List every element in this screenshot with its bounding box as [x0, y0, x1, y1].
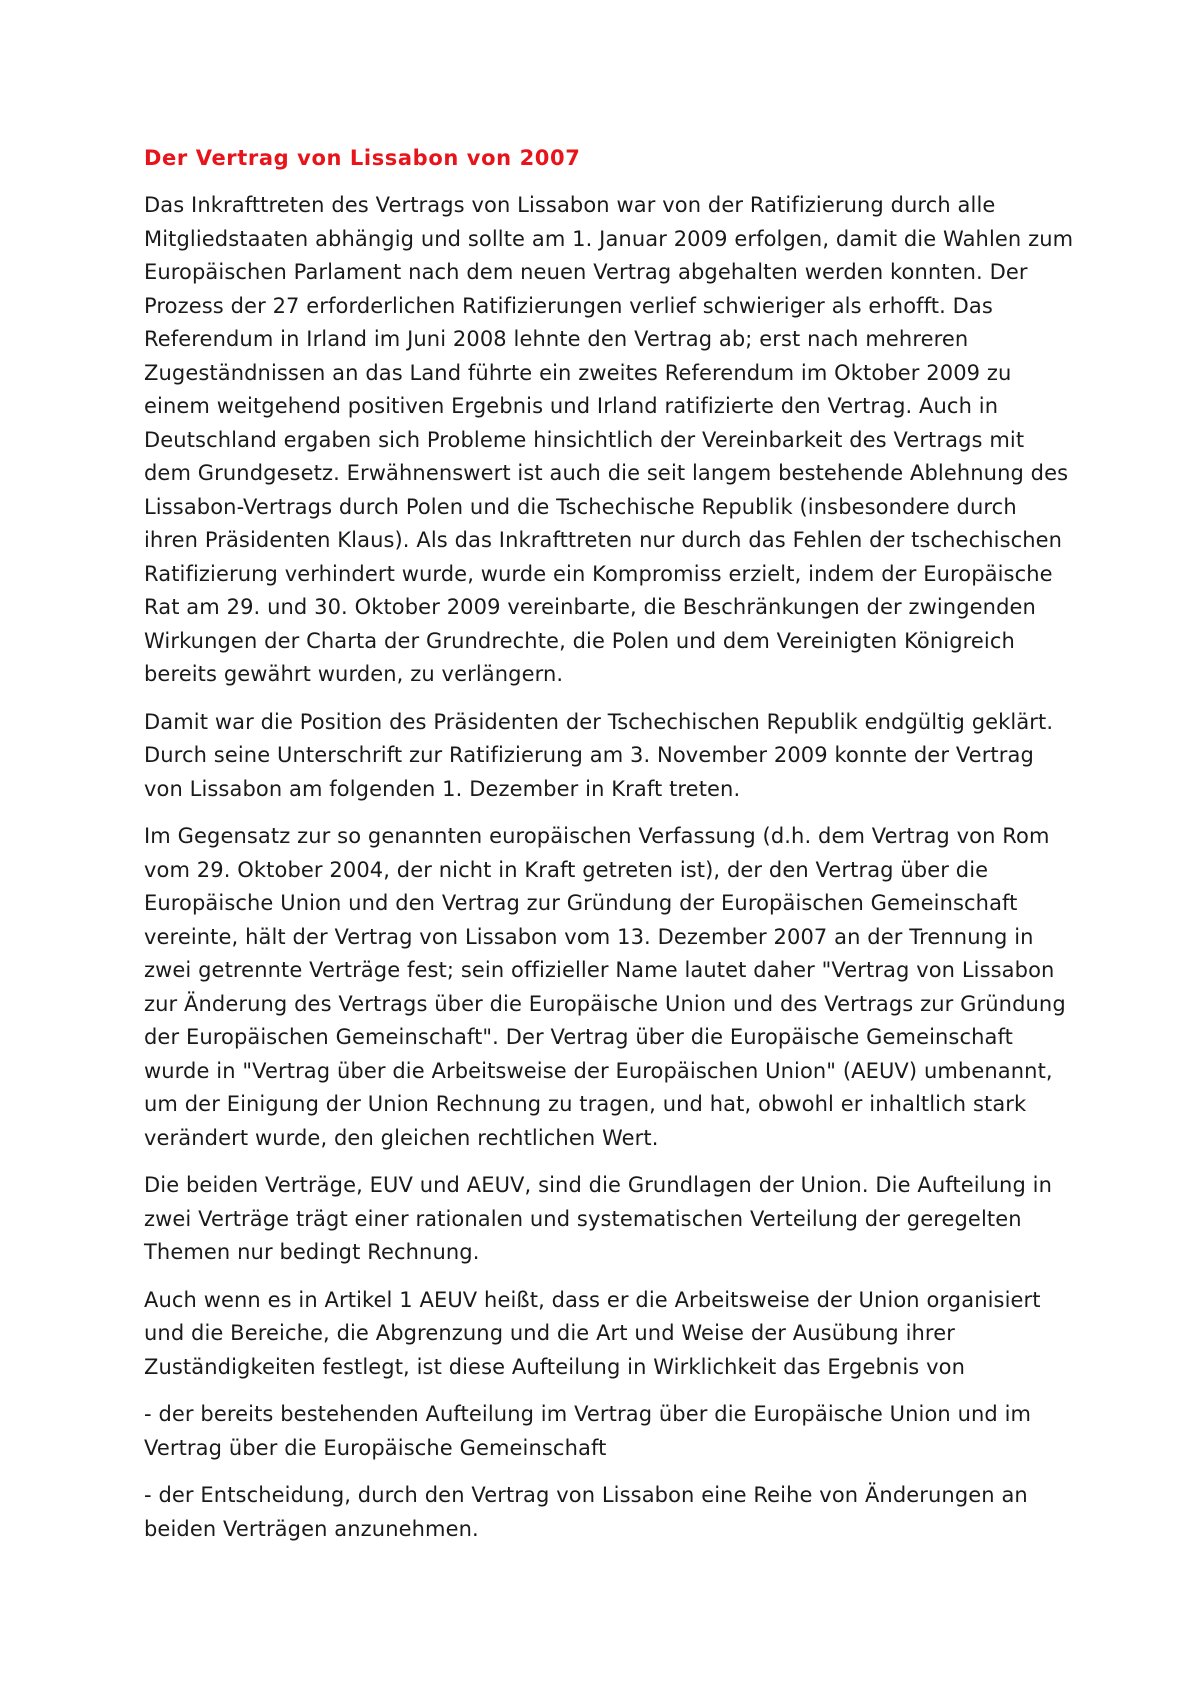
- list-item-existing-division: - der bereits bestehenden Aufteilung im Vertrag über die Europäische Union und im Vertrag über die Europäische Gemeinschaft: [144, 1402, 1032, 1460]
- paragraph-ratification: Das Inkrafttreten des Vertrags von Lissabon war von der Ratifizierung durch alle Mitgliedstaaten abhängig und sollte am 1. Januar 2009 erfolgen, damit die Wahlen zum Europäischen Parlament nach dem neuen Vertrag abgehalten werden konnten. Der Prozess der 27 erforderlichen Ratifizierungen verlief schwieriger als erhofft. Das Referendum in Irland im Juni 2008 lehnte den Vertrag ab; erst nach mehreren Zugeständnissen an das Land führte ein zweites Referendum im Oktober 2009 zu einem weitgehend positiven Ergebnis und Irland ratifizierte den Vertrag. Auch in Deutschland ergaben sich Probleme hinsichtlich der Vereinbarkeit des Vertrags mit dem Grundgesetz. Erwähnenswert ist auch die seit langem bestehende Ablehnung des Lissabon-Vertrags durch Polen und die Tschechische Republik (insbesondere durch ihren Präsidenten Klaus). Als das Inkrafttreten nur durch das Fehlen der tschechischen Ratifizierung verhindert wurde, wurde ein Kompromiss erzielt, indem der Europäische Rat am 29. und 30. Oktober 2009 vereinbarte, die Beschränkungen der zwingenden Wirkungen der Charta der Grundrechte, die Polen und dem Vereinigten Königreich bereits gewährt wurden, zu verlängern.: [144, 193, 1074, 686]
- paragraph-constitution-comparison: Im Gegensatz zur so genannten europäischen Verfassung (d.h. dem Vertrag von Rom vom 29. Oktober 2004, der nicht in Kraft getreten ist), der den Vertrag über die Europäische Union und den Vertrag zur Gründung der Europäischen Gemeinschaft vereinte, hält der Vertrag von Lissabon vom 13. Dezember 2007 an der Trennung in zwei getrennte Verträge fest; sein offizieller Name lautet daher "Vertrag von Lissabon zur Änderung des Vertrags über die Europäische Union und des Vertrags zur Gründung der Europäischen Gemeinschaft". Der Vertrag über die Europäische Gemeinschaft wurde in "Vertrag über die Arbeitsweise der Europäischen Union" (AEUV) umbenannt, um der Einigung der Union Rechnung zu tragen, und hat, obwohl er inhaltlich stark verändert wurde, den gleichen rechtlichen Wert.: [144, 824, 1066, 1150]
- document-title: Der Vertrag von Lissabon von 2007: [144, 146, 581, 170]
- paragraph-two-treaties: Die beiden Verträge, EUV und AEUV, sind die Grundlagen der Union. Die Aufteilung in zwei Verträge trägt einer rationalen und systematischen Verteilung der geregelten Themen nur bedingt Rechnung.: [144, 1173, 1052, 1264]
- paragraph-czech-president: Damit war die Position des Präsidenten der Tschechischen Republik endgültig geklärt. Durch seine Unterschrift zur Ratifizierung am 3. November 2009 konnte der Vertrag von Lissabon am folgenden 1. Dezember in Kraft treten.: [144, 709, 1054, 801]
- paragraph-article-1: Auch wenn es in Artikel 1 AEUV heißt, dass er die Arbeitsweise der Union organisiert und die Bereiche, die Abgrenzung und die Art und Weise der Ausübung ihrer Zuständigkeiten festlegt, ist diese Aufteilung in Wirklichkeit das Ergebnis von: [144, 1287, 1041, 1379]
- document-body: [144, 142, 1074, 1560]
- list-item-amendments-decision: - der Entscheidung, durch den Vertrag von Lissabon eine Reihe von Änderungen an beiden Verträgen anzunehmen.: [144, 1483, 1028, 1541]
